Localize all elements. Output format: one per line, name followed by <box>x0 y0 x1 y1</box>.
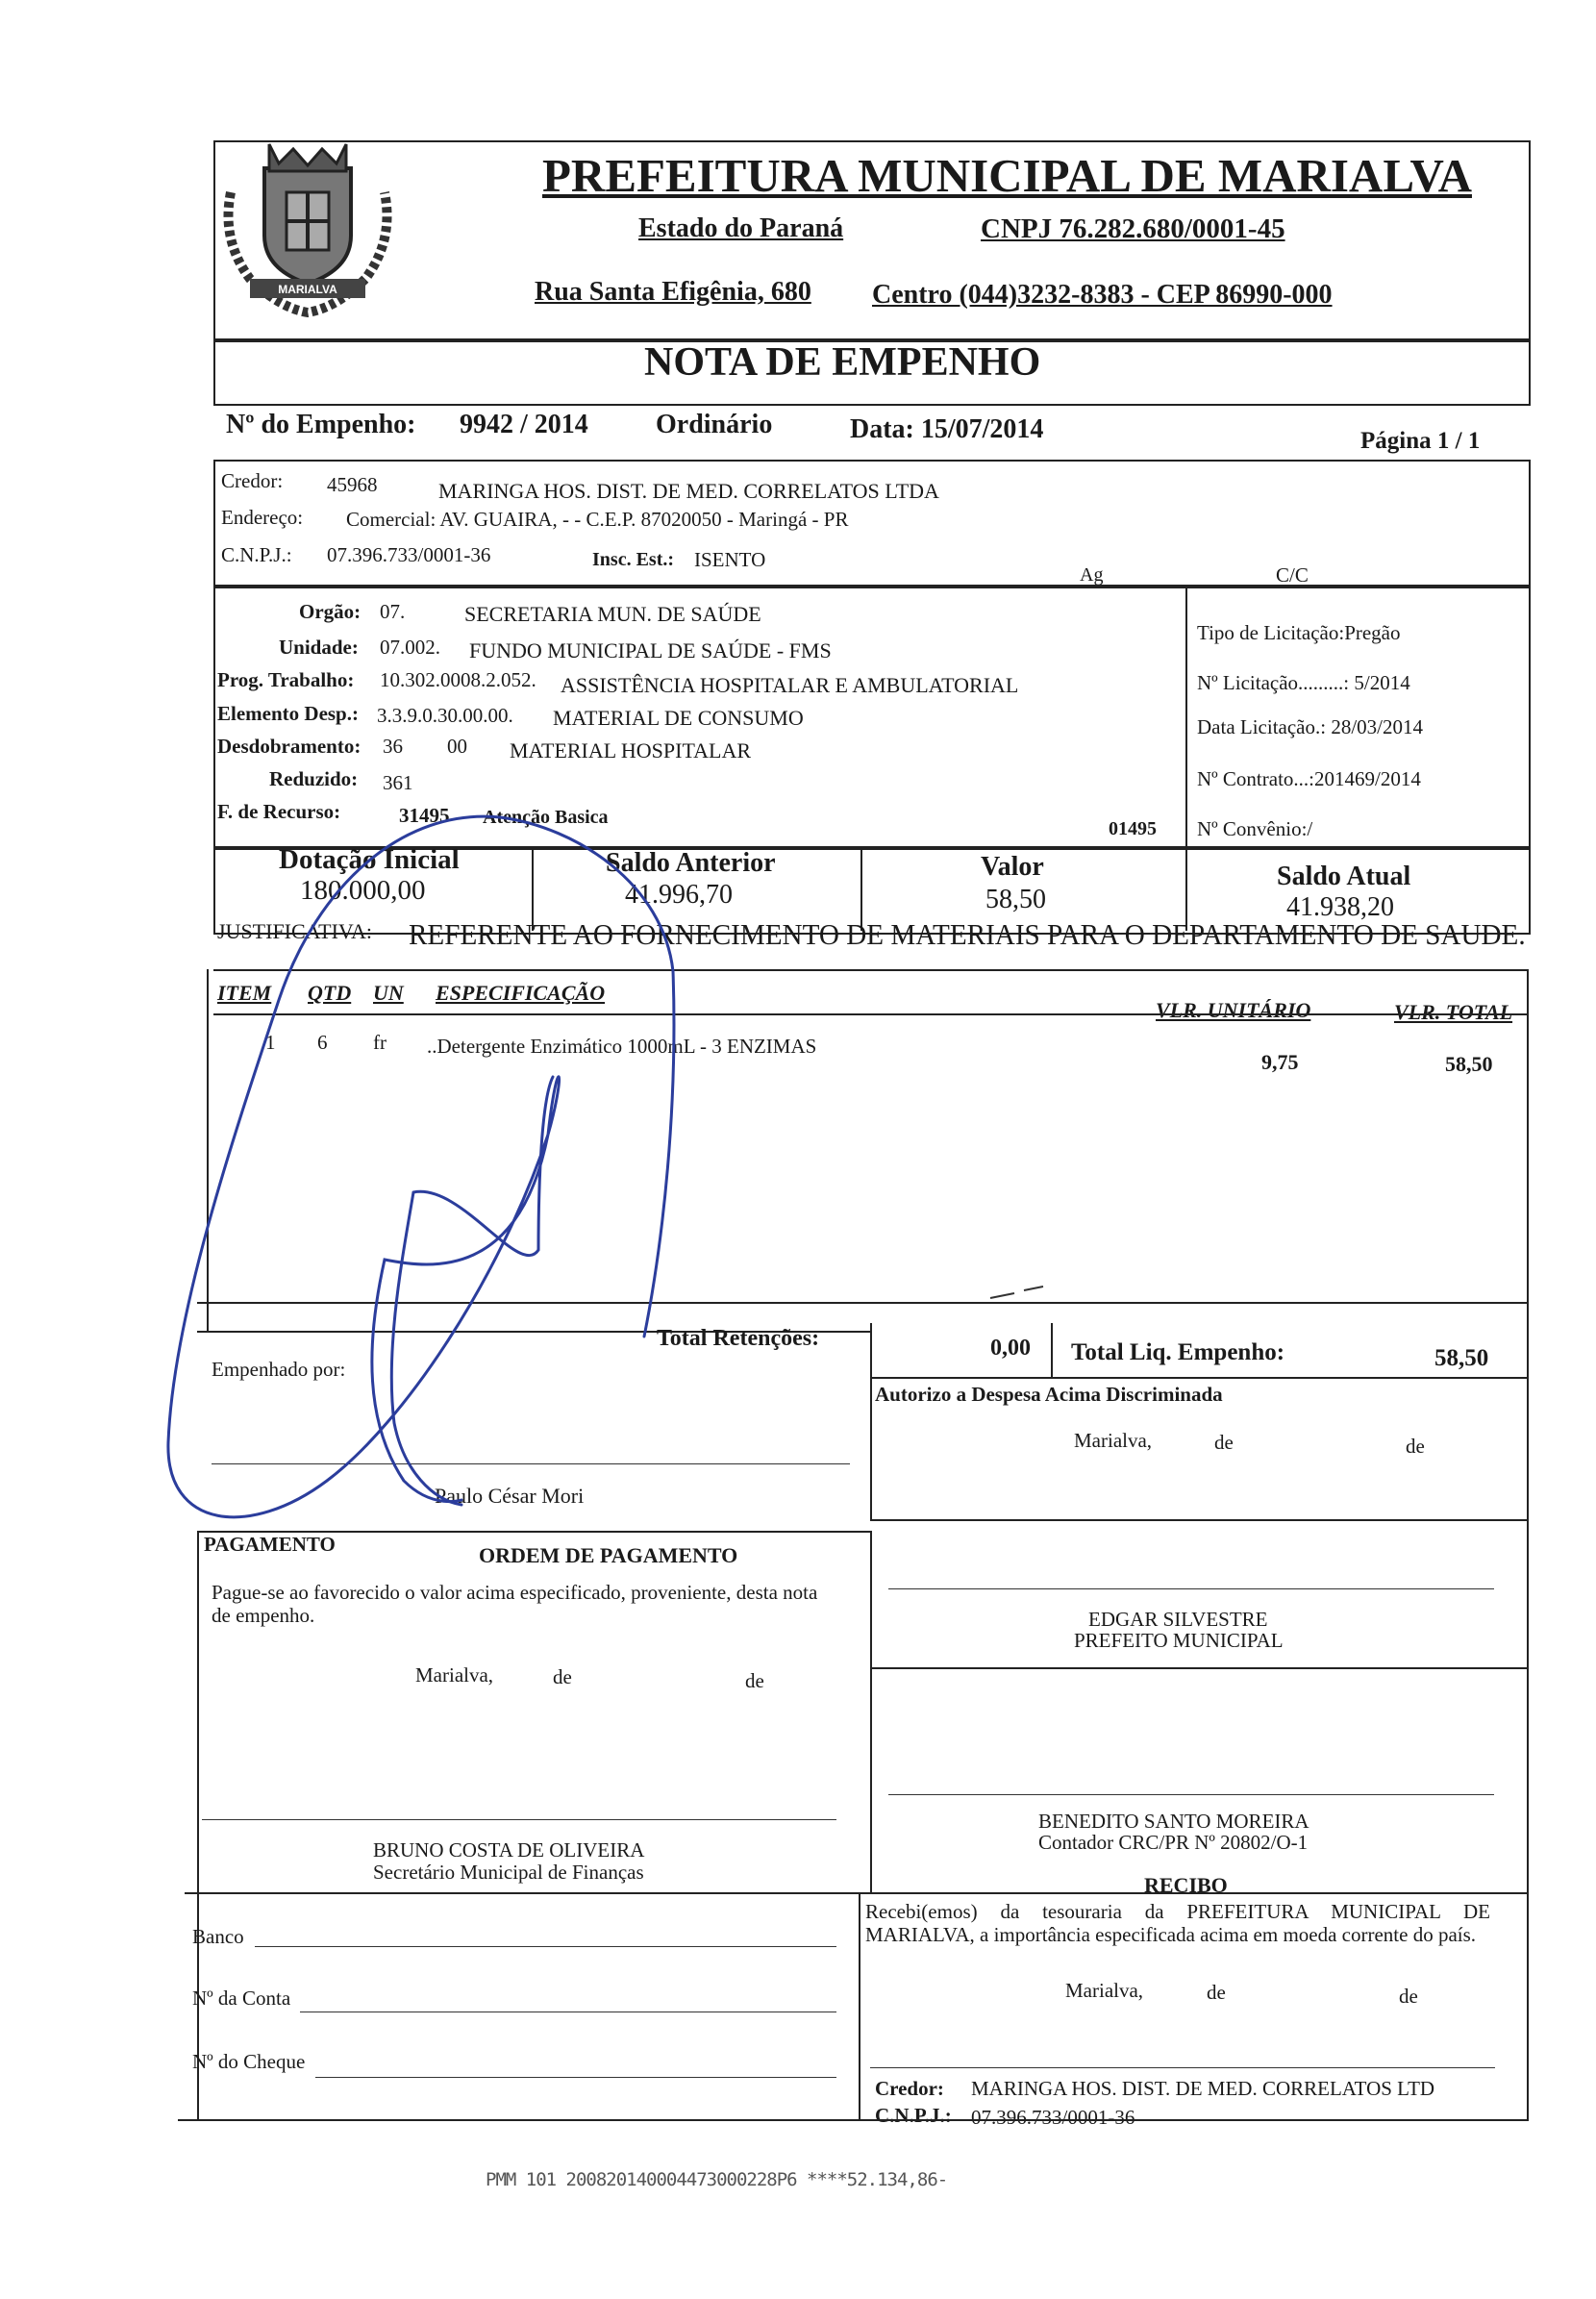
ordem-pagamento-label: ORDEM DE PAGAMENTO <box>479 1543 738 1567</box>
orgao-label: Orgão: <box>299 600 362 623</box>
crest-banner-text: MARIALVA <box>278 283 337 296</box>
endereco: Comercial: AV. GUAIRA, - - C.E.P. 87020050 - Maringá - PR <box>346 508 849 531</box>
saldo-atual-value: 41.938,20 <box>1286 892 1394 922</box>
empenhado-signer: Paulo César Mori <box>435 1484 585 1508</box>
reduzido-label: Reduzido: <box>269 767 359 790</box>
recibo-title: RECIBO <box>1144 1873 1228 1897</box>
banco-top-rule <box>185 1892 1527 1894</box>
recibo-de-2: de <box>1399 1985 1418 2008</box>
credor-label: Credor: <box>221 469 284 492</box>
page-number: Página 1 / 1 <box>1360 428 1481 454</box>
recibo-cnpj: 07.396.733/0001-36 <box>971 2106 1135 2129</box>
unidade-name: FUNDO MUNICIPAL DE SAÚDE - FMS <box>469 638 832 662</box>
empenho-number: 9942 / 2014 <box>460 410 588 439</box>
autorizo-label: Autorizo a Despesa Acima Discriminada <box>875 1383 1223 1406</box>
insc-est: ISENTO <box>694 548 766 571</box>
data-licitacao: Data Licitação.: 28/03/2014 <box>1197 715 1424 738</box>
dotacao-inicial-value: 180.000,00 <box>300 875 426 906</box>
totals-divider-1 <box>870 1323 872 1519</box>
credor-code: 45968 <box>327 473 378 496</box>
credor-name: MARINGA HOS. DIST. DE MED. CORRELATOS LTDA <box>438 479 939 503</box>
totals-top-rule <box>197 1302 1527 1304</box>
pagamento-city: Marialva, <box>415 1663 494 1687</box>
banco-label: Banco <box>192 1925 244 1948</box>
recibo-left-border <box>859 1892 860 2119</box>
saldo-anterior-label: Saldo Anterior <box>606 848 776 878</box>
prefeito-role: PREFEITO MUNICIPAL <box>1074 1629 1284 1652</box>
contador-name: BENEDITO SANTO MOREIRA <box>1038 1810 1309 1833</box>
pagamento-de-2: de <box>745 1669 764 1692</box>
justificativa-label: JUSTIFICATIVA: <box>217 919 372 943</box>
total-retencoes-label: Total Retenções: <box>657 1326 820 1351</box>
reduzido-code: 361 <box>383 771 413 794</box>
desdobramento-sub: 00 <box>447 735 467 758</box>
col-header-qtd: QTD <box>308 981 352 1005</box>
agencia-label: Ag <box>1080 564 1104 586</box>
item-row-1-vlr-unitario: 9,75 <box>1261 1050 1299 1074</box>
state-name: Estado do Paraná <box>638 213 844 243</box>
total-liquido-value: 58,50 <box>1434 1345 1489 1371</box>
municipal-crest <box>212 125 404 317</box>
prefeito-name: EDGAR SILVESTRE <box>1088 1608 1268 1631</box>
document-title: NOTA DE EMPENHO <box>644 340 1041 385</box>
items-right-rule <box>1527 969 1529 1331</box>
document-bottom-rule <box>178 2119 1527 2121</box>
items-header-rule <box>213 1013 1527 1015</box>
numero-conta-label: Nº da Conta <box>192 1987 291 2010</box>
pagamento-text: Pague-se ao favorecido o valor acima especificado, proveniente, desta nota de empenho. <box>212 1581 818 1627</box>
contador-role: Contador CRC/PR Nº 20802/O-1 <box>1038 1831 1309 1854</box>
desdobramento-code: 36 <box>383 735 403 758</box>
elemento-name: MATERIAL DE CONSUMO <box>553 706 804 730</box>
col-header-vlr-total: VLR. TOTAL <box>1394 1000 1513 1024</box>
creditor-cnpj: 07.396.733/0001-36 <box>327 543 491 566</box>
item-row-1-qtd: 6 <box>317 1031 328 1054</box>
total-liquido-label: Total Liq. Empenho: <box>1071 1339 1285 1365</box>
cheque-line <box>315 2077 836 2078</box>
municipality-street: Rua Santa Efigênia, 680 <box>535 277 811 307</box>
valor-value: 58,50 <box>985 885 1046 914</box>
fonte-recurso-name: Atenção Basica <box>483 807 609 828</box>
endereco-label: Endereço: <box>221 506 304 529</box>
pagamento-left-border <box>197 1531 199 2119</box>
col-header-item: ITEM <box>217 981 272 1005</box>
numero-contrato: Nº Contrato...:201469/2014 <box>1197 767 1421 790</box>
orgao-name: SECRETARIA MUN. DE SAÚDE <box>464 602 761 626</box>
totals-divider-2 <box>1051 1323 1053 1377</box>
empenho-number-label: Nº do Empenho: <box>226 410 416 439</box>
creditor-cnpj-label: C.N.P.J.: <box>221 543 292 566</box>
empenhado-signature-line <box>212 1463 850 1464</box>
fonte-recurso-code: 31495 <box>399 804 450 827</box>
recibo-de-1: de <box>1207 1981 1226 2004</box>
pagamento-label: PAGAMENTO <box>204 1533 336 1556</box>
recibo-credor-label: Credor: <box>875 2077 944 2100</box>
autorizo-de-1: de <box>1214 1431 1234 1454</box>
conta-corrente-label: C/C <box>1276 563 1309 587</box>
totals-right-border <box>1527 1323 1529 2121</box>
secretario-name: BRUNO COSTA DE OLIVEIRA <box>373 1838 645 1862</box>
saldo-atual-label: Saldo Atual <box>1277 862 1411 891</box>
numero-convenio: Nº Convênio:/ <box>1197 817 1313 840</box>
desdobramento-label: Desdobramento: <box>217 735 362 758</box>
recibo-credor: MARINGA HOS. DIST. DE MED. CORRELATOS LTD <box>971 2077 1435 2100</box>
autorizo-city: Marialva, <box>1074 1429 1153 1452</box>
empenho-type: Ordinário <box>656 410 773 439</box>
justificativa-text: REFERENTE AO FORNECIMENTO DE MATERIAIS PARA O DEPARTAMENTO DE SAUDE. <box>409 917 1526 951</box>
prog-trabalho-label: Prog. Trabalho: <box>217 668 355 691</box>
municipality-cnpj: CNPJ 76.282.680/0001-45 <box>981 213 1285 244</box>
dotacao-inicial-label: Dotação Inicial <box>279 844 460 875</box>
total-retencoes-value: 0,00 <box>990 1336 1031 1361</box>
col-header-vlr-unitario: VLR. UNITÁRIO <box>1156 998 1311 1022</box>
footer-code: PMM 101 200820140004473000228P6 ****52.134,86- <box>486 2169 948 2190</box>
numero-licitacao: Nº Licitação.........: 5/2014 <box>1197 671 1410 694</box>
totals-right-bottom <box>870 1377 1527 1379</box>
municipality-title: PREFEITURA MUNICIPAL DE MARIALVA <box>542 149 1472 202</box>
unidade-code: 07.002. <box>380 636 440 659</box>
tipo-licitacao: Tipo de Licitação:Pregão <box>1197 621 1401 644</box>
desdobramento-name: MATERIAL HOSPITALAR <box>510 738 752 762</box>
recibo-city: Marialva, <box>1065 1979 1144 2002</box>
saldo-anterior-value: 41.996,70 <box>625 880 733 910</box>
prog-trabalho-name: ASSISTÊNCIA HOSPITALAR E AMBULATORIAL <box>561 673 1019 697</box>
autorizo-bottom-rule <box>870 1519 1527 1521</box>
secretario-role: Secretário Municipal de Finanças <box>373 1861 644 1884</box>
orgao-code: 07. <box>380 600 406 623</box>
fonte-recurso-label: F. de Recurso: <box>217 800 341 823</box>
recibo-text: Recebi(emos) da tesouraria da PREFEITURA MUNICIPAL DE MARIALVA, a importância especificada acima em moeda corrente do país. <box>865 1900 1490 1946</box>
unidade-label: Unidade: <box>279 636 359 659</box>
recibo-cnpj-label: C.N.P.J.: <box>875 2104 952 2127</box>
prefeito-bottom-rule <box>870 1667 1527 1669</box>
item-row-1-item: 1 <box>265 1031 276 1054</box>
budget-divider <box>1185 585 1187 846</box>
recibo-signature-line <box>870 2067 1495 2068</box>
pagamento-right-border <box>870 1531 872 1892</box>
municipality-contact: Centro (044)3232-8383 - CEP 86990-000 <box>872 280 1333 310</box>
valor-label: Valor <box>981 852 1044 882</box>
elemento-code: 3.3.9.0.30.00.00. <box>377 704 513 727</box>
empenho-date: Data: 15/07/2014 <box>850 414 1044 444</box>
autorizo-de-2: de <box>1406 1435 1425 1458</box>
empenhado-por-label: Empenhado por: <box>212 1358 346 1381</box>
items-top-rule <box>213 969 1527 971</box>
numero-cheque-label: Nº do Cheque <box>192 2050 306 2073</box>
col-header-un: UN <box>373 981 404 1005</box>
elemento-label: Elemento Desp.: <box>217 702 359 725</box>
pagamento-de-1: de <box>553 1665 572 1688</box>
col-header-especificacao: ESPECIFICAÇÃO <box>436 981 606 1005</box>
item-row-1-un: fr <box>373 1031 387 1054</box>
fonte-recurso-number: 01495 <box>1109 818 1157 839</box>
insc-est-label: Insc. Est.: <box>592 549 675 570</box>
contador-signature-line <box>888 1794 1494 1795</box>
secretario-signature-line <box>202 1819 836 1820</box>
prefeito-signature-line <box>888 1588 1494 1589</box>
prog-trabalho-code: 10.302.0008.2.052. <box>380 668 536 691</box>
item-row-1-especificacao: ..Detergente Enzimático 1000mL - 3 ENZIMAS <box>427 1035 817 1058</box>
banco-line <box>255 1946 836 1947</box>
item-row-1-vlr-total: 58,50 <box>1445 1052 1493 1076</box>
items-left-rule <box>207 969 209 1331</box>
